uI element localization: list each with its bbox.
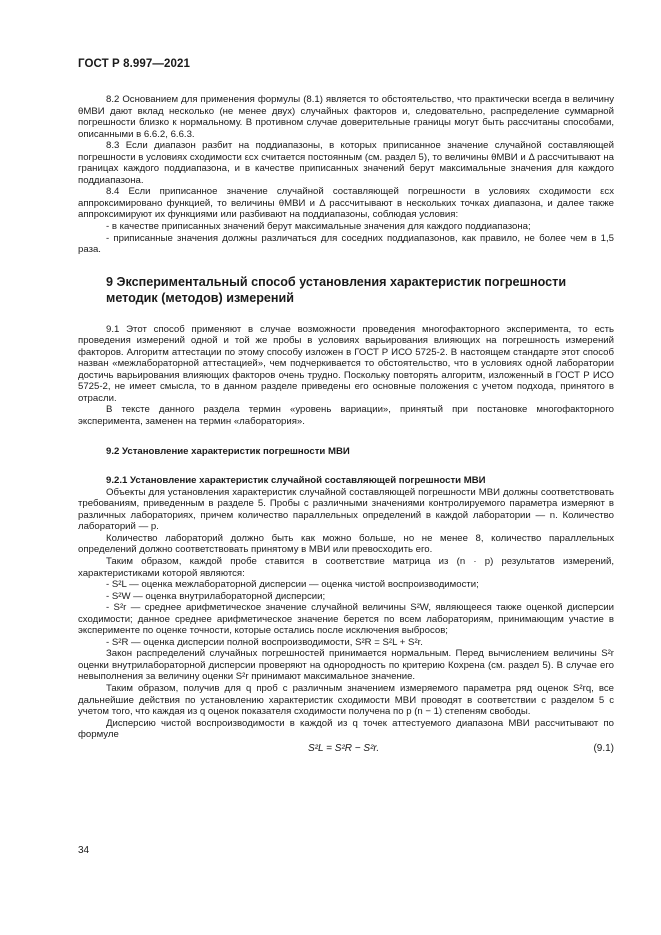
paragraph: Таким образом, каждой пробе ставится в соответствие матрица из (n · p) результатов измерений, характеристиками которой являются: bbox=[78, 555, 614, 579]
paragraph: Количество лабораторий должно быть как можно больше, но не менее 8, количество параллельных определений должно соответствовать принятому в МВИ или превосходить его. bbox=[78, 532, 614, 556]
formula-number: (9.1) bbox=[593, 742, 614, 754]
list-item: - S²r — среднее арифметическое значение случайной величины S²W, являющееся также оценкой дисперсии сходимости; данное среднее арифметическое значение берется по всем лабораториям, принимающим участие в эксперименте по оценке точности, которые остались после исключения выбросов; bbox=[78, 602, 614, 637]
section-9-heading: 9 Экспериментальный способ установления характеристик погрешности методик (методов) измерений bbox=[106, 274, 567, 305]
document-header: ГОСТ Р 8.997—2021 bbox=[78, 58, 190, 70]
list-item: - S²L — оценка межлабораторной дисперсии — оценка чистой воспроизводимости; bbox=[106, 579, 479, 591]
formula-9-1 bbox=[78, 741, 614, 757]
list-item: - приписанные значения должны различаться для соседних поддиапазонов, как правило, не более чем в 1,5 раза. bbox=[78, 232, 614, 256]
paragraph-8-2: 8.2 Основанием для применения формулы (8.1) является то обстоятельство, что практически всегда в величину θМВИ дают вклад несколько (не менее двух) случайных факторов и, следовательно, распределение суммарной погрешности близко к нормальному. В противном случае доверительные границы могут быть рассчитаны способами, описанными в 6.6.2, 6.6.3. bbox=[78, 94, 614, 140]
page-number: 34 bbox=[78, 845, 90, 856]
paragraph: Объекты для установления характеристик случайной составляющей погрешности МВИ должны соответствовать требованиям, приведенным в разделе 5. Пробы с различными значениями контролируемого параметра измеряют в различных лабораториях, причем количество параллельных определений в каждой лаборатории — n. Количество лабораторий — p. bbox=[78, 486, 614, 533]
section-9-2-1-heading: 9.2.1 Установление характеристик случайной составляющей погрешности МВИ bbox=[106, 475, 486, 487]
paragraph-8-3: 8.3 Если диапазон разбит на поддиапазоны, в которых приписанное значение случайной составляющей погрешности в условиях сходимости εсх считается постоянным (см. раздел 5), то величины θМВИ и Δ рассчитывают на границах каждого поддиапазона, и в качестве приписанных значений берут максимальные значения для каждого поддиапазона. bbox=[78, 140, 614, 186]
section-9-2-heading: 9.2 Установление характеристик погрешности МВИ bbox=[106, 445, 350, 457]
paragraph-8-4: 8.4 Если приписанное значение случайной составляющей погрешности в условиях сходимости εсх аппроксимировано функцией, то величины θМВИ и Δ рассчитывают в нескольких точках диапазона, и далее также аппроксимируют их функциями или разбивают на поддиапазоны, соблюдая условия: bbox=[78, 186, 614, 221]
paragraph: Дисперсию чистой воспроизводимости в каждой из q точек аттестуемого диапазона МВИ рассчитывают по формуле bbox=[78, 717, 614, 741]
list-item: - S²R — оценка дисперсии полной воспроизводимости, S²R = S²L + S²r. bbox=[106, 636, 423, 648]
paragraph: Закон распределений случайных погрешностей принимается нормальным. Перед вычислением величины S²r оценки внутрилабораторной дисперсии проверяют на однородность по критерию Кохрена (см. раздел 5). В случае его невыполнения за величину оценки S²r принимают максимальное значение. bbox=[78, 648, 614, 683]
list-item: - в качестве приписанных значений берут максимальные значения для каждого поддиапазона; bbox=[106, 221, 531, 233]
page-body bbox=[78, 94, 614, 757]
formula-expression: S²L = S²R − S²r. bbox=[308, 742, 380, 754]
paragraph-9-1: 9.1 Этот способ применяют в случае возможности проведения многофакторного эксперимента, то есть проведения измерений одной и той же пробы в условиях варьирования влияющих на погрешность измерений факторов. Алгоритм аттестации по этому способу изложен в ГОСТ Р ИСО 5725-2. В настоящем стандарте этот способ назван «межлабораторной аттестацией», чем подчеркивается то обстоятельство, что в условиях одной лаборатории достичь варьирования влияющих факторов очень трудно. Поскольку повторять алгоритм, изложенный в ГОСТ Р ИСО 5725-2, не имеет смысла, то в данном разделе приведены его основные положения с учетом подхода, принятого в отрасли. bbox=[78, 323, 614, 404]
paragraph-9-1-note: В тексте данного раздела термин «уровень вариации», принятый при постановке многофакторного эксперимента, заменен на термин «лаборатория». bbox=[78, 404, 614, 428]
list-item: - S²W — оценка внутрилабораторной дисперсии; bbox=[106, 590, 326, 602]
paragraph: Таким образом, получив для q проб с различным значением измеряемого параметра ряд оценок S²rq, все дальнейшие действия по установлению характеристик сходимости МВИ проводят в соответствии с разделом 5 с учетом того, что каждая из q оценок показателя сходимости получена по p (n − 1) степеням свободы. bbox=[78, 682, 614, 718]
